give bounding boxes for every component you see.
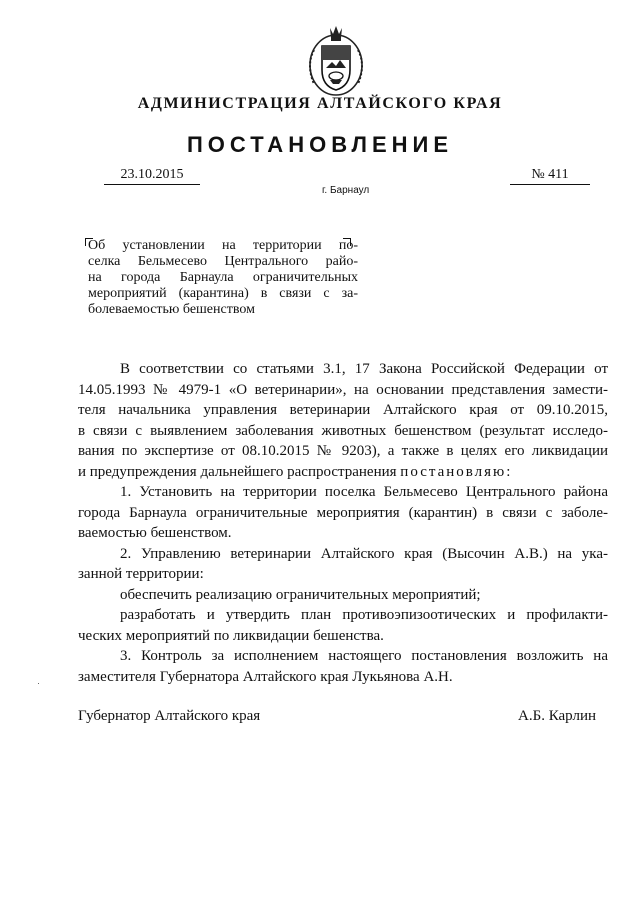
decree-word: постановляю: (400, 463, 513, 480)
coat-of-arms-emblem (300, 20, 372, 102)
document-type-title: ПОСТАНОВЛЕНИЕ (186, 132, 454, 157)
body-line: теля начальника управления ветеринарии Алтайского края от 09.10.2015, (78, 402, 608, 418)
document-date: 23.10.2015 (104, 167, 200, 185)
item-3-line: 3. Контроль за исполнением настоящего постановления возложить на (120, 648, 608, 664)
item-1-line: 1. Установить на территории поселка Бельмесево Центрального района (120, 484, 608, 500)
body-line: в связи с выявлением заболевания животных бешенством (результат исследо- (78, 422, 608, 439)
subject-line: на города Барнаула ограничительных (88, 270, 358, 285)
body-text: и предупреждения дальнейшего распространения (78, 463, 397, 480)
item-3-line: заместителя Губернатора Алтайского края Лукьянова А.Н. (78, 668, 453, 685)
signatory-position: Губернатор Алтайского края (78, 708, 261, 724)
body-line: вания по экспертизе от 08.10.2015 № 9203), а также в целях его ликвидации (78, 443, 608, 459)
document-body (78, 359, 608, 687)
document-city: г. Барнаул (322, 185, 370, 196)
document-subject (88, 238, 358, 318)
item-1-line: города Барнаула ограничительные мероприятия (карантин) в связи с заболе- (78, 504, 608, 521)
document-number: № 411 (510, 167, 590, 185)
subject-line: болеваемостью бешенством (88, 302, 255, 317)
body-line: В соответствии со статьями 3.1, 17 Закона Российской Федерации от (120, 361, 608, 377)
item-2b-line: ческих мероприятий по ликвидации бешенства. (78, 627, 384, 644)
item-2b-line: разработать и утвердить план противоэпизоотических и профилакти- (120, 607, 608, 623)
item-2-line: занной территории: (78, 566, 204, 582)
body-line (78, 462, 608, 483)
scan-speck (38, 683, 39, 684)
item-1-line: ваемостью бешенством. (78, 525, 232, 541)
subject-line: мероприятий (карантина) в связи с за- (88, 286, 358, 301)
organization-heading: АДМИНИСТРАЦИЯ АЛТАЙСКОГО КРАЯ (137, 95, 503, 112)
subject-line: Об установлении на территории по- (88, 238, 358, 253)
signatory-name: А.Б. Карлин (518, 708, 597, 724)
item-2-line: 2. Управлению ветеринарии Алтайского края (Высочин А.В.) на ука- (120, 545, 608, 562)
subject-line: селка Бельмесево Центрального райо- (88, 254, 358, 269)
item-2a-line: обеспечить реализацию ограничительных мероприятий; (120, 586, 481, 603)
body-line: 14.05.1993 № 4979-1 «О ветеринарии», на основании представления замести- (78, 381, 608, 398)
